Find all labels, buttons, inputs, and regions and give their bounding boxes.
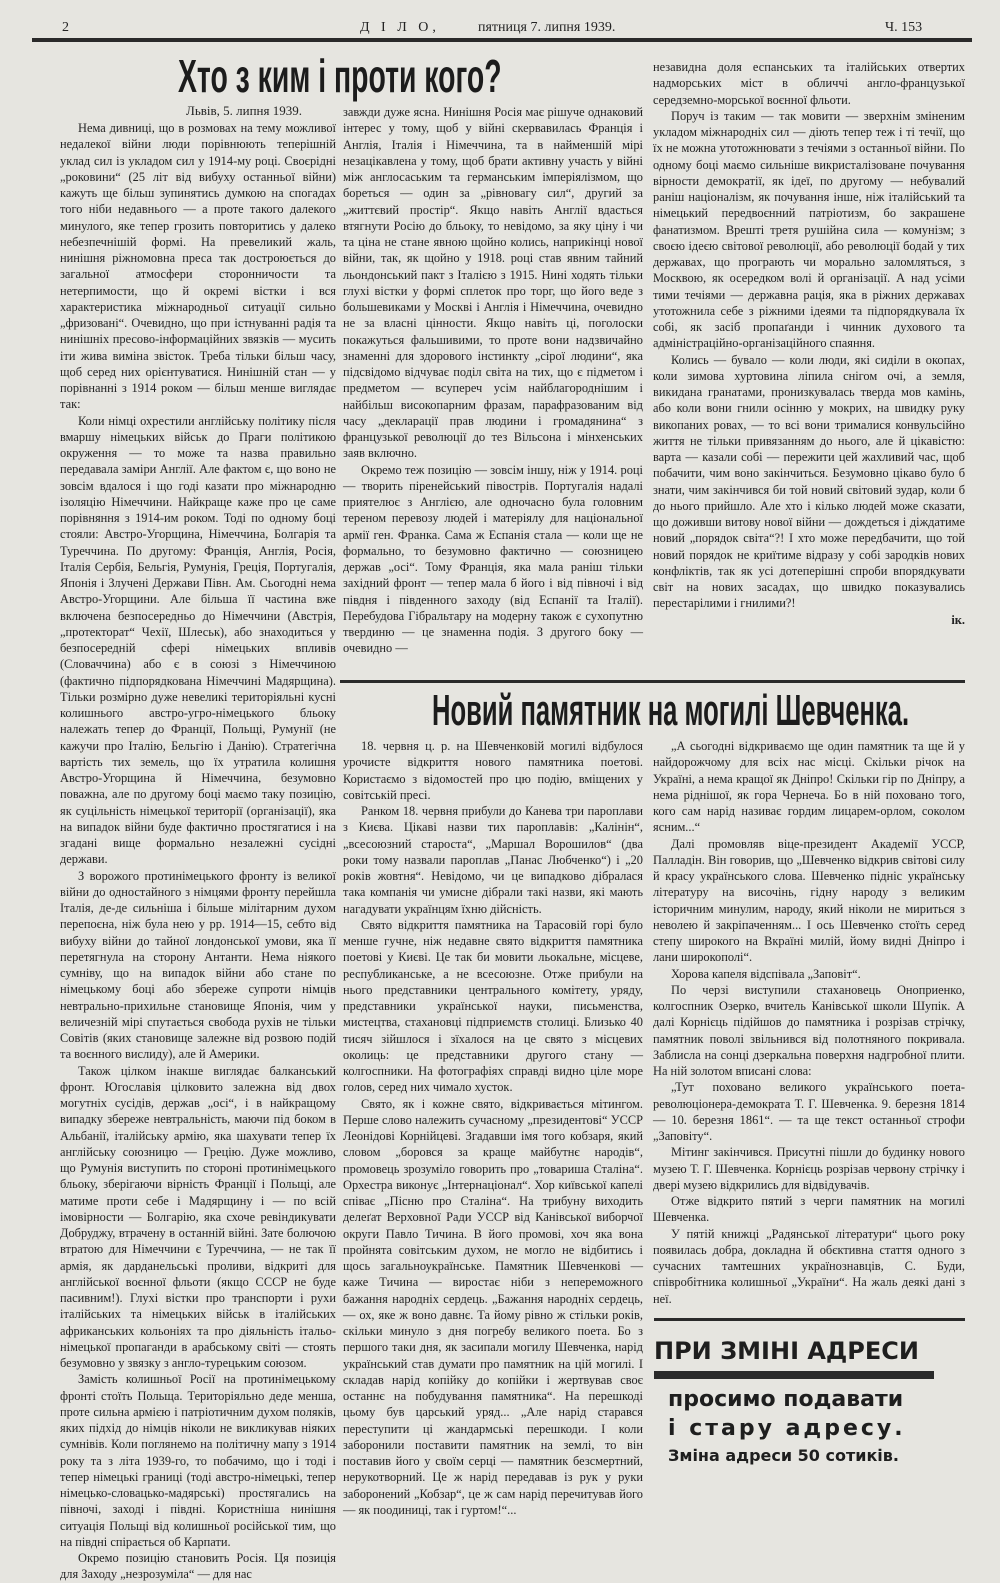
article1-column-1 xyxy=(60,120,336,1582)
issue-number: Ч. 153 xyxy=(885,20,923,35)
paragraph: По черзі виступили стахановець Оноприенко, колгоспник Озерко, вчитель Канівської школи Шупік. А далі Корнієць підійшов до памятника і розрізав стрічку, памятник поволі звільнився від полотняного покривала. Заблисла на сонці дзеркальна поверхня надгробної плити. На ній золотом вписані слова: xyxy=(653,982,965,1078)
paragraph: Отже відкрито пятий з черги памятник на могилі Шевченка. xyxy=(653,1194,965,1225)
article-title: Хто з ким і проти кого? xyxy=(178,50,502,102)
paragraph: Нема дивниці, що в розмовах на тему можливої недалекої війни люди порівнюють теперішній уклад сил із укладом сил у 1914-му році. Своєрідні „роковини“ (25 літ від вибуху останньої війни) кажуть ще більш зупинятись думкою на спогадах того ніби недавнього — а проте такого далекого минулого, яке тепер грозить повторитись у далеко небезпечнішій формі. На превеликий жаль, нинішня ріжномовна преса так достроюється до загальної атмосфери сторонничости та нетерпимости, що й окремі вістки і вся характеристика міжнародньої ситуації сильно „фризовані“. Очевидно, що при істнуванні радія та нинішніх пресово-інформаційних звязків — мусить іти жива виміна звісток. Треба тільки більш часу, щоб серед них орієнтуватися. Нинішній стан — у порівнанні з 1914 роком — більш менше виглядає так: xyxy=(60,121,336,412)
paragraph: незавидна доля еспанських та італійських отвертих надморських міст в обличчі англо-французької середземно-морської воєнної фльоти. xyxy=(653,60,965,107)
paragraph: „Тут поховано великого українського поета-революціонера-демократа Т. Г. Шевченка. 9. березня 1814 — 10. березня 1861“. — та ще текст останньої строфи „Заповіту“. xyxy=(653,1080,965,1143)
paragraph: Ранком 18. червня прибули до Канева три пароплави з Києва. Цікаві назви тих пароплавів: „Калінін“, „всесоюзний староста“, „Маршал Ворошилов“ (два роки тому назвали пароплав „Панас Любченко“) і „20 років жовтня“. Невідомо, чи це випадково дібралася така компанія чи умисне дібрали такі назви, які мають нагадувати українцям їхню дійсність. xyxy=(343,804,643,916)
paragraph: Також цілком інакше виглядає балканський фронт. Югославія цілковито залежна від двох могутніх сусідів, держав „осі“, і в найкращому випадку збереже невтральність, маючи під боком в Альбанії, італійську армію, яка шахувати тепер їх англійську союзницю — Грецію. Дуже можливо, що Румунія виступить по стороні протинімецького бльоку, зберігаючи вірність Франції і Польщі, але матиме проти себе і Мадярщину і — по всій імовірности — Болгарію, яка схоче ревіндикувати Добруджу, втрачену в останній війні. Зате болючою втратою для Німеччини є Туреччина, — не так її армія, як дарданельські проливи, відкриті для англійської воєнної фльоти (якщо СССР не буде пасивним!). Глухі вістки про транспорти і рухи італійських та німецьких військ в італійських африканських кольоніях та про діяльність італьо-німецької пропаганди в арабському світі — стоять безумовно у звязку з англо-турецьким союзом. xyxy=(60,1063,336,1370)
paragraph: Колись — бувало — коли люди, які сиділи в окопах, коли зимова хуртовина ліпила снігом очі, а земля, викидана гранатами, пронизкувалась тверда мов камінь, або коли вони гнили осінню у мокрих, на швидку руку викопаних ровах, — то всі вони трималися конвульсійно життя не тільки привязанням до нього, але й цікавістю: варта — казали собі — пережити цей жахливий час, щоб побачити, чим воно закінчиться. Безумовно цікаво було б знати, чим закінчився би той новий світовий зудар, коли б до нього прийшло. Але хто і кілько людей може сказати, що доживши витову нової війни — дождеться і діждатиме новий „порядок світа“?! І хто може передбачити, що той новий порядок не криїтиме відразу у собі зародків нових конфліктів, так як усі дотеперішні спроби впорядкувати світ на нових засадах, що швидко показувались перестарілими і гнилими?! xyxy=(653,352,965,611)
paragraph: З ворожого протинімецького фронту із великої війни до одностайного з німцями фронту перейшла Італія, де-де сильніша і більше мілітарним духом перепоєна, ніж була нею у рр. 1914—15, себто від вибуху війни до тайної лондонської умови, яка її перетягнула на сторону Антанти. Нема ніякого сумніву, що на випадок війни або стане по німецькому боці або збереже супроти німців невтрально-прихильне становище Японія, чим у величезній мірі спутається свобода рухів не тільки Совітів (яких становище залежне від розвою подій та воєнного вислиду), але й Америки. xyxy=(60,868,336,1062)
advert-top-rule xyxy=(654,1318,965,1321)
page-number: 2 xyxy=(62,20,69,35)
article2-column-2 xyxy=(343,738,643,1517)
article1-column-2 xyxy=(343,104,643,674)
address-change-advert xyxy=(654,1325,965,1475)
article1-column-3 xyxy=(653,59,965,677)
article2-title: Новий памятник на могилі Шевченка. xyxy=(432,686,910,735)
advert-bar xyxy=(654,1371,934,1379)
paragraph: Далі промовляв віце-президент Академії УССР, Палладін. Він говорив, що „Шевченко відкрив світові силу й красу українського слова. Шевченко підніс українську літературу на височінь, гідну народу з великим історичним минулим, народу, який ніколи не мириться з неволею й закріпаченням... І ось Шевченко стоїть серед степу широкого на Вкраїні милій, йому видні Дніпро і лани широкополі“. xyxy=(653,836,965,965)
paper-name: Д І Л О, xyxy=(360,20,440,35)
issue-date: пятниця 7. липня 1939. xyxy=(478,20,616,35)
paragraph: У пятій книжці „Радянської літератури“ цього року появилась добра, докладна й обєктивна стаття одного з сучасних тамтешних українознавців, С. Буди, співробітника колишньої „України“. На жаль деякі дані з неї. xyxy=(653,1226,965,1306)
paragraph: Хорова капеля відспівала „Заповіт“. xyxy=(671,966,861,981)
paragraph: Свято відкриття памятника на Тарасовій горі було менше гучне, ніж недавне свято відкриття памятника поетові у Києві. Це так би мовити льокальне, місцеве, республиканське, а не всесоюзне. Отже прибули на нього представники центрального комітету, уряду, представники української науки, письменства, мистецтва, стахановці підприємств столиці. Близько 40 тисяч зійшлося і зїхалося на це свято з місцевих околиць: це представники другого стану — колгоспники. На фотографіях справді видно ціле море голов, серед них чимало хусток. xyxy=(343,917,643,1095)
advert-line-3: Зміна адреси 50 сотиків. xyxy=(668,1446,899,1465)
section-rule xyxy=(340,680,965,683)
author-signature: ік. xyxy=(951,612,965,627)
advert-line-2: і стару адресу. xyxy=(668,1416,906,1441)
paragraph: завжди дуже ясна. Нинішня Росія має рішуче однаковий інтерес у тому, щоб у війні скервавилась Франція і Англія, Італія і Німеччина, та в найменшій мірі незацікавлена у тому, щоб брати активну участь у війні між англосаським та германським імперіялізмом, що бореться — один за „рівновагу сил“, другий за „життєвий простір“. Якщо навіть Англії вдасться втягнути Росію до бльоку, то невідомо, за яку ціну і чи та ціна не стане явною щойно колись, наприкінці нової війни, так, як щойно у 1918. році став явним тайний льондонський пакт з Італією з 1915. Нині ходять тільки глухі вістки у формі сплеток про торг, що його веде з большевиками у Москві і Англія і Німеччина, очевидно не за власні цінности. Якщо навіть ці, поголоски покажуться фальшивими, то проте вони надзвичайно знаменні для здорового інстинкту „сірої людини“, яка підсвідомо відчуває поділ світа на тих, що є підметом і предметом — всупереч усім найблагороднішим і найбільш високопарним фразам, парафразованим від часу „декларації прав людини і громадянина“ з французької революції до тез Вільсона і мінхенських заяв включно. xyxy=(343,105,643,461)
dateline: Львів, 5. липня 1939. xyxy=(186,103,302,118)
paragraph: Свято, як і кожне свято, відкривається мітингом. Перше слово належить сучасному „президентові“ УССР Леонідові Корнійцеві. Згадавши імя того кобзаря, який словом „боровся за краще майбутнє народів“, промовець зрозуміло говорить про „товариша Сталіна“. Орхестра виконує „Інтернаціонал“. Хор київської капелі співає „Пісню про Сталіна“. На трибуну виходить делеґат Верховної Ради УССР від Канівської виборчої округи Павло Тичина. В його промові, хоч яка вона пройнята совітським духом, не могло не відбитись і щось загальноукраїнське. Памятник Шевченкові — каже Тичина — виростає ніби з непереможного бажання народніх сердець. „Бажання народніх сердець, — ох, яке ж воно давнє. Та йому рівно ж стільки років, скільки минуло з дня погребу великого поета. Бо з першого таки дня, як засипали могилу Шевченка, нарід український став думати про памятник на цій могилі. І складав нарід копійку до копійки і жертвував своє останнє на побудування памятника“. На перешкоді цьому був царський уряд... „Але нарід старався переступити ці жандармські перешкоди. І коли заборонили поставити памятник на землі, то він поставив його у своїм серці — памятник безсмертний, нерукотворний. Це ж нарід передавав із рук у руки заборонений „Кобзар“, це ж сам нарід перечитував його — як поодиниці, так і гуртом!“... xyxy=(343,1096,643,1517)
header-rule xyxy=(32,38,972,42)
paragraph: Окремо теж позицію — зовсім іншу, ніж у 1914. році — творить піренейський півострів. Португалія надалі приятелює з Англією, але одночасно була головним тереном перевозу людей і матеріялу для національної армії ген. Франка. Сама ж Еспанія стала — коли ще не формально, то безумовно фактично — союзницею держав „осі“. Тому Франція, яка мала раніш тільки західний фронт — тепер мала б його і від півночі і від півдня і південного заходу (від Еспанії та Італії). Перебудова Гібральтару на модерну також є сухопутню твердиню — це знаменна подія. З другого боку — очевидно — xyxy=(343,462,643,656)
paragraph: „А сьогодні відкриваємо ще один памятник та ще й у найдорожчому для всіх нас місці. Скільки річок на Україні, а нема кращої як Дніпро! Скільки гір по Дніпру, а нема ріднішої, як гора Чернеча. Бо в ній поховано того, кого сам нарід називає гордим лицарем-орлом, соколом ясним...“ xyxy=(653,739,965,835)
paragraph: Замість колишньої Росії на протинімецькому фронті стоїть Польща. Територіяльно деде менша, проте сильна армією і патріотичним духом поляків, яких підхід до німців ніколи не викликував ніяких сумнівів. Коли поглянемо на політичну мапу з 1914 року та з літа 1939-го, то побачимо, що і тоді і тепер німецькі границі (тоді австро-німецькі, тепер німецько-словацько-мадярські) простягались на півночі, заході і півдні. Користніша нинішня ситуація Польщі від колишньої російської тим, що на півдні спірається об Карпати. xyxy=(60,1372,336,1549)
advert-line-1: просимо подавати xyxy=(668,1387,904,1412)
paragraph: Коли німці охрестили англійську політику після вмаршу німецьких військ до Праги політикою окруження — то може та назва правильно передавала заміри Англії. Але фактом є, що воно не зовсім вдалося і що годі казати про міжнародню ізоляцію Німеччини. Найкраще каже про це саме порівняння з 1914-им роком. Тоді по одному боці стояли: Австро-Угорщина, Німеччина, Болгарія та Туреччина. По другому: Франція, Англія, Росія, Італія Сербія, Бельгія, Румунія, Греція, Португалія, Японія і Злучені Держави Півн. Ам. Сьогодні нема Австро-Угорщини. Але більша її частина вже включена безпосередньо до Німеччини (Австрія, „протекторат“ Чехії, Шлеськ), або знаходиться у безпосередній сфері німецьких впливів (Словаччина) або є в союзі з Німеччиною (фактично підпорядкована Німеччині Мадярщина). Тільки розмірно дуже невеликі територіяльні кусні колишнього австро-угро-німецького бльоку належать тепер до Франції, Польщі, Румунії (не кажучи про Італію, Бельгію і Данію). Стратегічна вартість тих земель, що їх утратила колишня Австро-Угорщина й Німеччина, безумовно поважна, але по другому боці маємо таку позицію, як суцільність німецької території (організації), яка на випадок війни буде фактично простягатися і на згадані вище формально незалежні сусідні держави. xyxy=(60,413,336,867)
paragraph: Поруч із таким — так мовити — зверхнім зміненим укладом міжнародніх сил — діють тепер теж і ті течії, що їх не можна утотожнювати з течіями з останньої війни. По одному боці маємо сильніше викристалізоване почування вірности демократії, як ідеї, по другому — небувалий раніш націоналізм, як почування інше, ніж італійський та німецький передвоєнний патріотизм, бо закрашене фанатизмом. Врешті третя рушійна сила — комунізм; з своєю ідеєю світової революції, або революції бодай у тих державах, що програють чи морально заломляться, з Москвою, як осередком волі й організації. А над усіми тими течіями — державна рація, яка в ріжних державах утотожнила себе з ріжними ідеями та підпорядкувала їх собі, як засіб пропаґанди і чинник духового та адміністраційно-організаційного спаяння. xyxy=(653,108,965,351)
article2-column-3 xyxy=(653,738,965,1314)
paragraph: Окремо позицію становить Росія. Ця позиція для Заходу „незрозуміла“ — для нас xyxy=(60,1551,336,1582)
advert-headline: ПРИ ЗМІНІ АДРЕСИ xyxy=(654,1337,919,1365)
paragraph: 18. червня ц. р. на Шевченковій могилі відбулося урочисте відкриття нового памятника поетові. Користаємо з відомостей про цю подію, вміщених у совітській пресі. xyxy=(343,739,643,802)
paragraph: Мітинг закінчився. Присутні пішли до будинку нового музею Т. Г. Шевченка. Корнієць розрізав червону стрічку і двері музею відкрились для відвідувачів. xyxy=(653,1145,965,1192)
